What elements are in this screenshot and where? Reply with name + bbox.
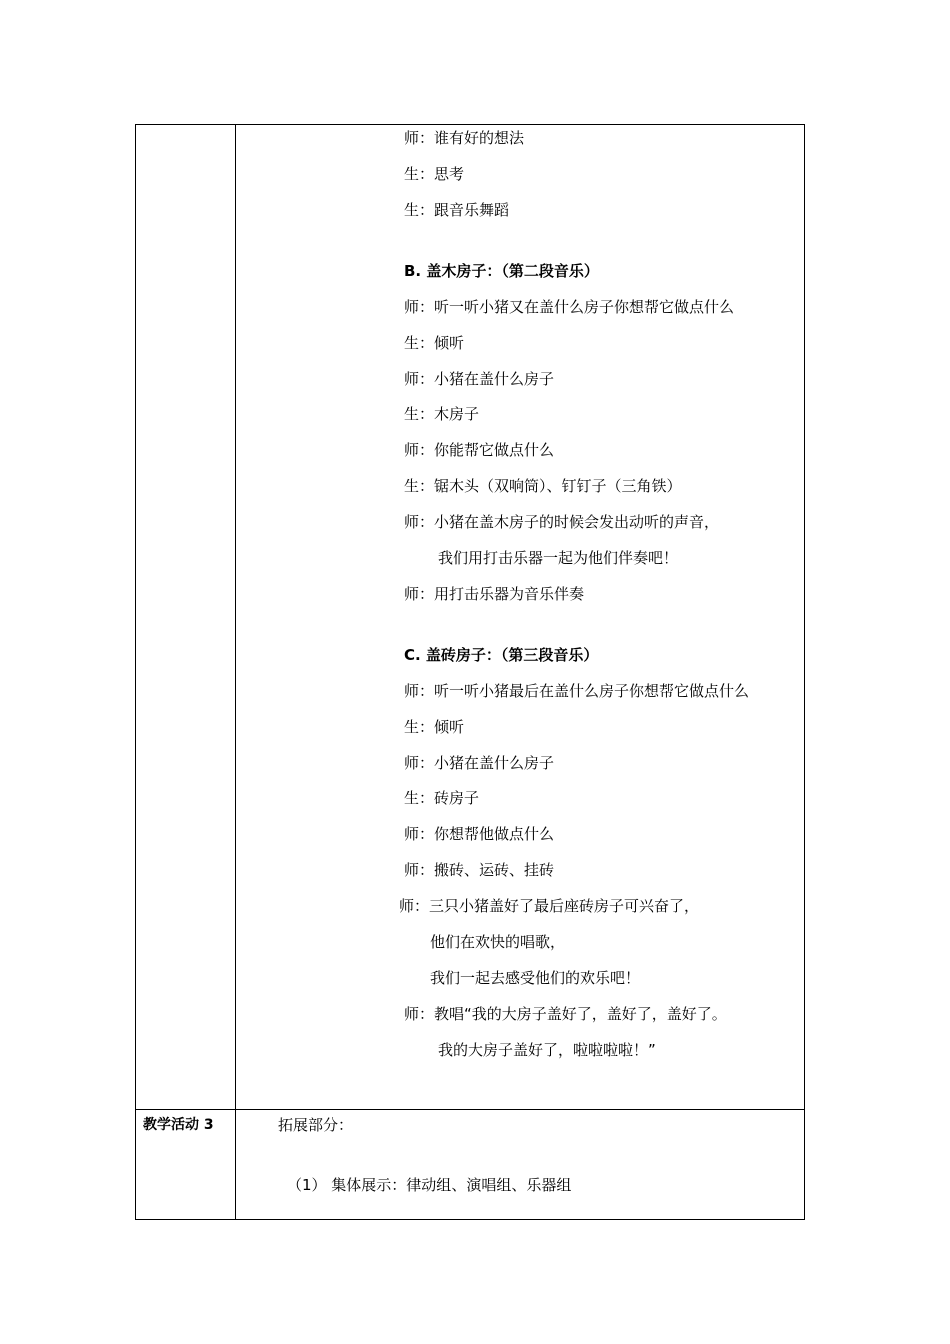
text-line: 生：锯木头（双响筒）、钉钉子（三角铁） — [404, 477, 682, 495]
text-line: 生：砖房子 — [404, 789, 480, 807]
text-line: 我们一起去感受他们的欢乐吧！ — [430, 969, 641, 987]
text-line: 他们在欢快的唱歌， — [430, 933, 566, 951]
text-line: 我们用打击乐器一起为他们伴奏吧！ — [438, 549, 679, 567]
extension-heading: 拓展部分： — [278, 1116, 354, 1134]
text-line: 生：木房子 — [404, 405, 480, 423]
row-divider — [135, 1109, 805, 1110]
text-line: 师：搬砖、运砖、挂砖 — [404, 861, 555, 879]
text-line: 师：小猪在盖木房子的时候会发出动听的声音， — [404, 513, 720, 531]
text-line: 生：跟音乐舞蹈 — [404, 201, 510, 219]
text-line: 我的大房子盖好了，啦啦啦啦！” — [438, 1041, 656, 1059]
text-line: 师：教唱“我的大房子盖好了，盖好了，盖好了。 — [404, 1005, 727, 1023]
text-line: 师：你想帮他做点什么 — [404, 825, 555, 843]
text-line: 师：用打击乐器为音乐伴奏 — [404, 585, 585, 603]
column-divider — [235, 124, 236, 1220]
text-line: 生：倾听 — [404, 718, 465, 736]
text-line: 生：倾听 — [404, 334, 465, 352]
extension-item-1: （1） 集体展示：律动组、演唱组、乐器组 — [287, 1176, 572, 1194]
section-heading-c: C. 盖砖房子：（第三段音乐） — [404, 646, 599, 664]
text-line: 师：你能帮它做点什么 — [404, 441, 555, 459]
text-line: 师：小猪在盖什么房子 — [404, 370, 555, 388]
text-line: 师：谁有好的想法 — [404, 129, 525, 147]
text-line: 生：思考 — [404, 165, 465, 183]
section-heading-b: B. 盖木房子：（第二段音乐） — [404, 262, 599, 280]
text-line: 师：小猪在盖什么房子 — [404, 754, 555, 772]
text-line: 师：听一听小猪又在盖什么房子你想帮它做点什么 — [404, 298, 735, 316]
text-line: 师：三只小猪盖好了最后座砖房子可兴奋了， — [399, 897, 700, 915]
row-label-activity-3: 教学活动 3 — [143, 1117, 214, 1133]
text-line: 师：听一听小猪最后在盖什么房子你想帮它做点什么 — [404, 682, 750, 700]
